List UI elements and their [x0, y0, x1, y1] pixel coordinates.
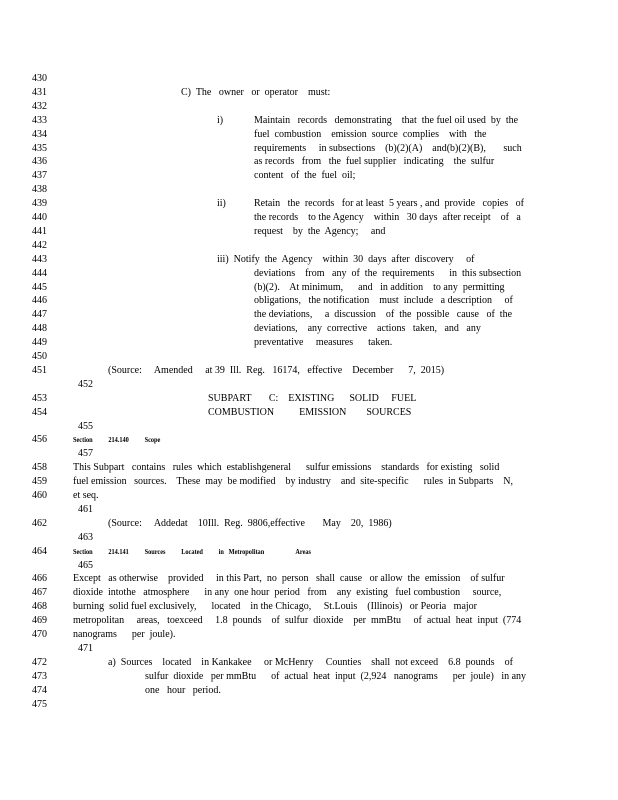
line-number: 474 [32, 684, 47, 696]
document-line: deviations, any corrective actions taken, and any [254, 323, 481, 335]
document-line: Except as otherwise provided in this Part, no person shall cause or allow the emission of sulfur [73, 573, 505, 585]
document-line: the deviations, a discussion of the possible cause of the [254, 309, 513, 321]
line-number: 458 [32, 462, 47, 474]
document-line: as records from the fuel supplier indicating the sulfur [254, 156, 495, 168]
document-line: Retain the records for at least 5 years , and provide copies of [254, 198, 524, 210]
document-line: ii) [217, 198, 226, 210]
line-number: 454 [32, 406, 47, 418]
line-number: 465 [78, 559, 93, 571]
line-number: 444 [32, 267, 47, 279]
line-number: 445 [32, 281, 47, 293]
document-line: sulfur dioxide per mmBtu of actual heat input (2,924 nanograms per joule) in any [145, 670, 527, 682]
line-number: 442 [32, 239, 47, 251]
line-number: 452 [78, 378, 93, 390]
line-number: 433 [32, 114, 47, 126]
line-number: 466 [32, 573, 47, 585]
line-number: 431 [32, 86, 47, 98]
document-line: burning solid fuel exclusively, located in the Chicago, St.Louis (Illinois) or Peoria major [73, 601, 478, 613]
line-number: 453 [32, 392, 47, 404]
document-line: request by the Agency; and [254, 225, 386, 237]
document-line: (Source: Amended at 39 Ill. Reg. 16174, effective December 7, 2015) [108, 364, 445, 376]
document-line: obligations, the notification must include a description of [254, 295, 513, 307]
document-line: C) The owner or operator must: [181, 86, 331, 98]
line-number: 471 [78, 642, 93, 654]
line-number: 430 [32, 73, 47, 84]
line-number: 457 [78, 448, 93, 460]
document-line: the records to the Agency within 30 days after receipt of a [254, 212, 521, 223]
document-line: fuel combustion emission source complies with the [254, 128, 487, 140]
document-line: (Source: Addedat 10Ill. Reg. 9806,effective May 20, 1986) [108, 517, 392, 529]
document-line: one hour period. [145, 684, 221, 696]
line-number: 448 [32, 323, 47, 335]
line-number: 463 [78, 531, 93, 543]
document-line: requirements in subsections (b)(2)(A) and(b)(2)(B), such [254, 142, 522, 154]
document-line: i) [217, 114, 224, 126]
document-line: fuel emission sources. These may be modified by industry and site-specific rules in Subparts N, [73, 476, 514, 488]
line-number: 439 [32, 198, 47, 210]
line-number: 432 [32, 100, 47, 112]
line-number: 469 [32, 615, 47, 627]
document-line: metropolitan areas, toexceed 1.8 pounds of sulfur dioxide per mmBtu of actual heat input (774 [73, 615, 522, 627]
document-line: content of the fuel oil; [254, 170, 356, 182]
document-line: SUBPART C: EXISTING SOLID FUEL [208, 392, 417, 404]
line-number: 468 [32, 601, 47, 613]
line-number: 461 [78, 503, 93, 515]
line-number: 435 [32, 142, 47, 154]
document-line: deviations from any of the requirements in this subsection [254, 267, 522, 279]
line-number: 436 [32, 156, 47, 168]
document-line: COMBUSTION EMISSION SOURCES [208, 406, 412, 418]
line-number: 434 [32, 128, 47, 140]
line-number: 437 [32, 170, 47, 182]
document-line: dioxide intothe atmosphere in any one hour period from any existing fuel combustion source, [73, 587, 502, 599]
line-number: 446 [32, 295, 47, 307]
line-number: 464 [32, 545, 47, 557]
document-line: iii) Notify the Agency within 30 days after discovery of [217, 253, 475, 265]
document-line: preventative measures taken. [254, 337, 393, 349]
line-number: 438 [32, 184, 47, 196]
line-number: 460 [32, 490, 47, 501]
line-number: 456 [32, 434, 47, 446]
line-number: 475 [32, 698, 47, 710]
line-number: 443 [32, 253, 47, 265]
line-number: 449 [32, 337, 47, 349]
line-number: 467 [32, 587, 47, 599]
line-number: 459 [32, 476, 47, 488]
line-number: 455 [78, 420, 93, 432]
line-number: 451 [32, 364, 47, 376]
line-number: 440 [32, 212, 47, 223]
line-number: 450 [32, 351, 47, 362]
line-number: 472 [32, 656, 47, 668]
section-heading: Section 214.141 Sources Located in Metropolitan Areas [73, 547, 312, 556]
document-line: a) Sources located in Kankakee or McHenry Counties shall not exceed 6.8 pounds of [108, 656, 513, 668]
line-number: 470 [32, 629, 47, 640]
document-line: et seq. [73, 490, 99, 501]
document-line: Maintain records demonstrating that the fuel oil used by the [254, 114, 519, 126]
line-number: 441 [32, 225, 47, 237]
line-number: 473 [32, 670, 47, 682]
document-line: This Subpart contains rules which establishgeneral sulfur emissions standards for existing solid [73, 462, 500, 474]
document-line: nanograms per joule). [73, 629, 176, 640]
document-line: (b)(2). At minimum, and in addition to any permitting [254, 281, 505, 293]
section-heading: Section 214.140 Scope [73, 436, 161, 445]
line-number: 462 [32, 517, 47, 529]
line-number: 447 [32, 309, 47, 321]
